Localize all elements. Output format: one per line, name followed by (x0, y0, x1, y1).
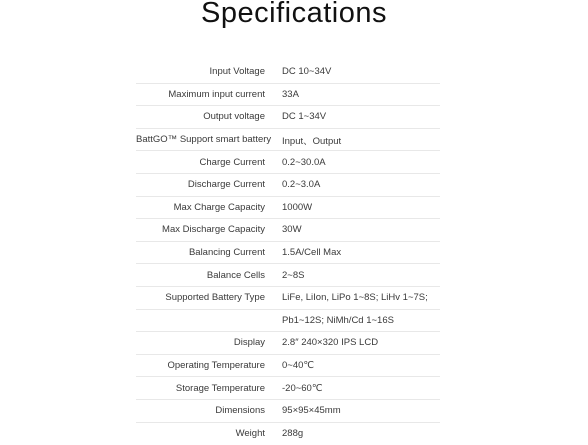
spec-row-max-charge-capacity (136, 197, 440, 220)
spec-row-output-voltage (136, 106, 440, 129)
spec-value: 2~8S (282, 270, 440, 281)
spec-label: Balance Cells (136, 270, 282, 281)
spec-row-display (136, 332, 440, 355)
spec-value: LiFe, LiIon, LiPo 1~8S; LiHv 1~7S; (282, 292, 440, 303)
spec-label: Storage Temperature (136, 383, 282, 394)
spec-label: Display (136, 337, 282, 348)
spec-row-operating-temperature (136, 355, 440, 378)
spec-value: 33A (282, 89, 440, 100)
spec-value: 95×95×45mm (282, 405, 440, 416)
spec-value: 1000W (282, 202, 440, 213)
spec-row-max-discharge-capacity (136, 219, 440, 242)
spec-label: Output voltage (136, 111, 282, 122)
spec-value: 0~40℃ (282, 360, 440, 371)
spec-value: -20~60℃ (282, 383, 440, 394)
spec-label: Weight (136, 428, 282, 439)
spec-row-battgo-support (136, 129, 440, 152)
spec-row-discharge-current (136, 174, 440, 197)
spec-label: BattGO™ Support smart battery (136, 134, 282, 145)
spec-value: 288g (282, 428, 440, 439)
spec-row-dimensions (136, 400, 440, 423)
spec-label: Operating Temperature (136, 360, 282, 371)
spec-row-charge-current (136, 151, 440, 174)
spec-label: Input Voltage (136, 66, 282, 77)
spec-label: Discharge Current (136, 179, 282, 190)
spec-label: Dimensions (136, 405, 282, 416)
spec-label: Charge Current (136, 157, 282, 168)
spec-value: DC 1~34V (282, 111, 440, 122)
spec-row-balancing-current (136, 242, 440, 265)
spec-label: Balancing Current (136, 247, 282, 258)
spec-row-input-voltage (136, 61, 440, 84)
spec-value: Pb1~12S; NiMh/Cd 1~16S (282, 315, 440, 326)
page-title: Specifications (0, 0, 588, 30)
spec-label: Max Charge Capacity (136, 202, 282, 213)
spec-value: 0.2~3.0A (282, 179, 440, 190)
spec-label: Max Discharge Capacity (136, 224, 282, 235)
specifications-table (136, 61, 440, 445)
spec-value: 2.8″ 240×320 IPS LCD (282, 337, 440, 348)
spec-row-supported-battery-type-cont (136, 310, 440, 333)
spec-row-maximum-input-current (136, 84, 440, 107)
spec-value: 1.5A/Cell Max (282, 247, 440, 258)
spec-value: DC 10~34V (282, 66, 440, 77)
spec-value: 0.2~30.0A (282, 157, 440, 168)
spec-row-supported-battery-type (136, 287, 440, 310)
spec-row-balance-cells (136, 264, 440, 287)
spec-value: Input、Output (282, 133, 440, 147)
spec-value: 30W (282, 224, 440, 235)
spec-label: Maximum input current (136, 89, 282, 100)
spec-row-weight (136, 423, 440, 445)
spec-label: Supported Battery Type (136, 292, 282, 303)
spec-row-storage-temperature (136, 377, 440, 400)
